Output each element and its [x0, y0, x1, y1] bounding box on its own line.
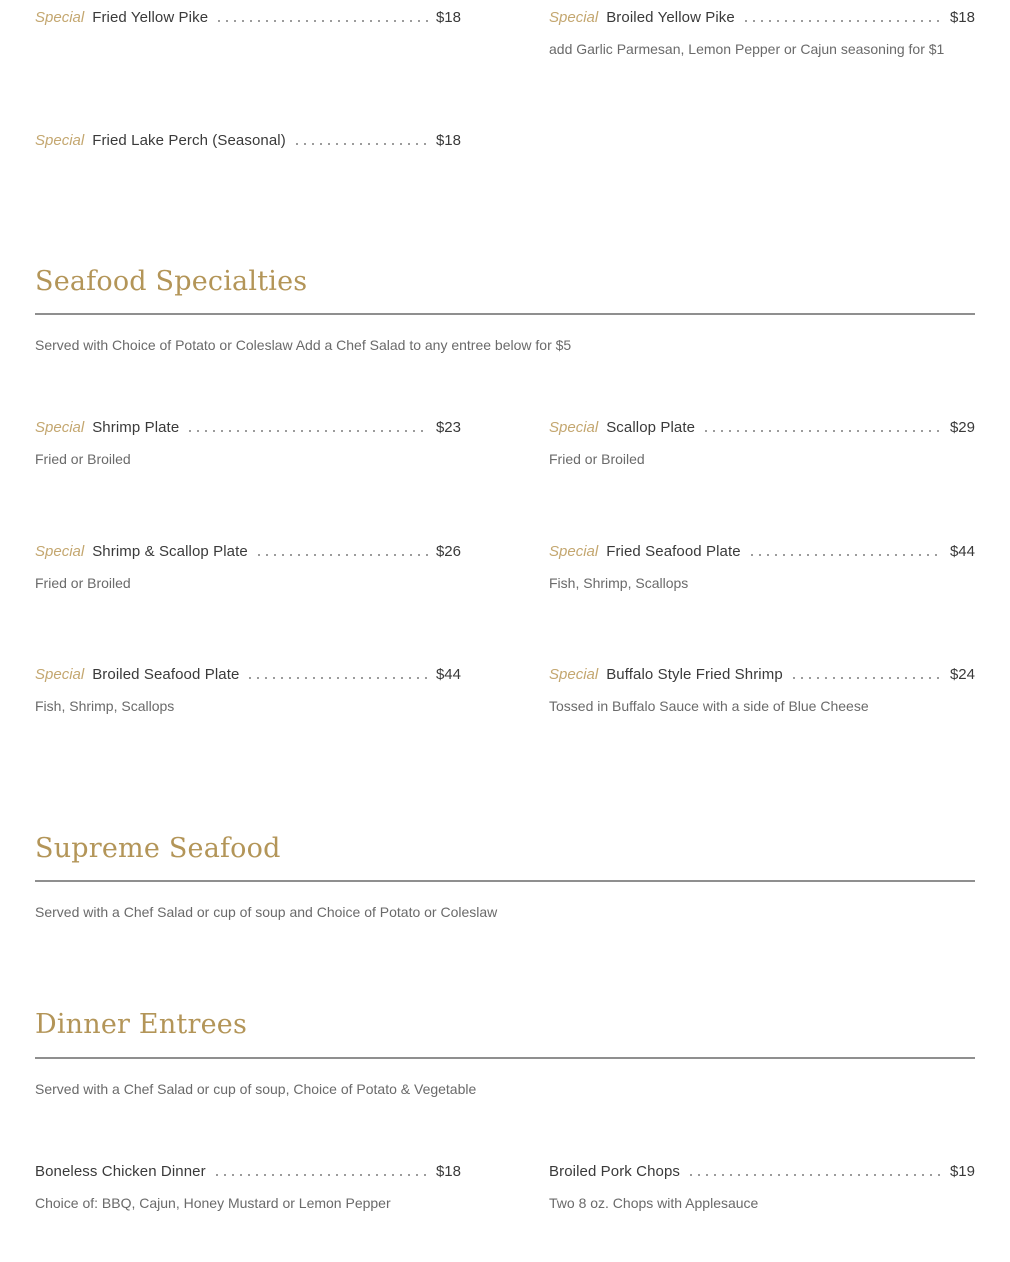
item-price: $29 — [949, 419, 975, 436]
dot-leader — [687, 1174, 943, 1176]
item-description: Fried or Broiled — [35, 451, 131, 467]
item-description: add Garlic Parmesan, Lemon Pepper or Cajun seasoning for $1 — [549, 41, 945, 57]
section-note: Served with a Chef Salad or cup of soup and Choice of Potato or Coleslaw — [35, 904, 498, 920]
dot-leader — [186, 430, 429, 432]
item-price: $18 — [435, 9, 461, 26]
item-description: Tossed in Buffalo Sauce with a side of Blue Cheese — [549, 698, 869, 714]
special-tag: Special — [35, 419, 85, 436]
dot-leader — [213, 1174, 429, 1176]
special-tag: Special — [549, 543, 599, 560]
item-price: $24 — [949, 666, 975, 683]
dot-leader — [255, 554, 429, 556]
item-description: Fried or Broiled — [35, 575, 131, 591]
special-tag: Special — [35, 543, 85, 560]
section-title-supreme-seafood: Supreme Seafood — [35, 833, 281, 864]
dot-leader — [293, 143, 429, 145]
special-tag: Special — [35, 132, 85, 149]
menu-item — [35, 663, 461, 715]
item-description: Two 8 oz. Chops with Applesauce — [549, 1195, 759, 1211]
item-price: $18 — [435, 132, 461, 149]
dot-leader — [702, 430, 943, 432]
item-name: Fried Yellow Pike — [92, 9, 209, 26]
menu-item — [35, 416, 461, 468]
special-tag: Special — [549, 666, 599, 683]
menu-item — [549, 6, 975, 58]
item-description: Fish, Shrimp, Scallops — [549, 575, 689, 591]
item-price: $19 — [949, 1163, 975, 1180]
dot-leader — [246, 677, 429, 679]
section-note: Served with Choice of Potato or Coleslaw Add a Chef Salad to any entree below for $5 — [35, 337, 572, 353]
item-name: Shrimp Plate — [92, 419, 180, 436]
item-name: Scallop Plate — [606, 419, 696, 436]
menu-item — [35, 1160, 461, 1212]
item-description: Fried or Broiled — [549, 451, 645, 467]
item-price: $44 — [949, 543, 975, 560]
menu-item — [549, 540, 975, 592]
section-divider — [35, 313, 975, 315]
menu-item — [35, 129, 461, 153]
section-divider — [35, 1057, 975, 1059]
item-description: Fish, Shrimp, Scallops — [35, 698, 175, 714]
section-title-dinner-entrees: Dinner Entrees — [35, 1009, 247, 1040]
item-name: Fried Seafood Plate — [606, 543, 741, 560]
item-name: Boneless Chicken Dinner — [35, 1163, 206, 1180]
dot-leader — [790, 677, 943, 679]
item-name: Broiled Pork Chops — [549, 1163, 681, 1180]
dot-leader — [748, 554, 943, 556]
section-note: Served with a Chef Salad or cup of soup, Choice of Potato & Vegetable — [35, 1081, 477, 1097]
item-price: $23 — [435, 419, 461, 436]
menu-item — [35, 540, 461, 592]
menu-item — [549, 416, 975, 468]
item-name: Shrimp & Scallop Plate — [92, 543, 248, 560]
item-price: $44 — [435, 666, 461, 683]
item-name: Broiled Seafood Plate — [92, 666, 240, 683]
item-price: $18 — [435, 1163, 461, 1180]
item-name: Fried Lake Perch (Seasonal) — [92, 132, 286, 149]
menu-item — [549, 663, 975, 715]
menu-item — [35, 6, 461, 30]
item-price: $26 — [435, 543, 461, 560]
special-tag: Special — [35, 666, 85, 683]
dot-leader — [742, 20, 943, 22]
section-title-seafood-specialties: Seafood Specialties — [35, 266, 308, 297]
item-name: Broiled Yellow Pike — [606, 9, 735, 26]
section-divider — [35, 880, 975, 882]
special-tag: Special — [549, 9, 599, 26]
item-name: Buffalo Style Fried Shrimp — [606, 666, 783, 683]
menu-item — [549, 1160, 975, 1212]
dot-leader — [215, 20, 429, 22]
item-price: $18 — [949, 9, 975, 26]
item-description: Choice of: BBQ, Cajun, Honey Mustard or Lemon Pepper — [35, 1195, 391, 1211]
special-tag: Special — [549, 419, 599, 436]
special-tag: Special — [35, 9, 85, 26]
